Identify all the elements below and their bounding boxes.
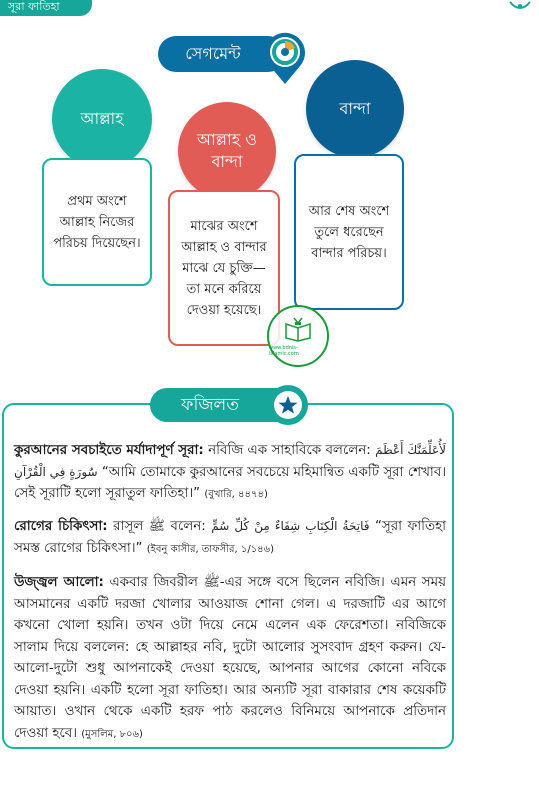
corner-ornament-icon (508, 0, 532, 14)
fojilot-paragraph-3 (14, 572, 446, 745)
card-last-text: আর শেষ অংশে তুলে ধরেছেন বান্দার পরিচয়। (308, 203, 390, 261)
paragraph-text: নবিজি এক সাহাবিকে বললেন: (208, 443, 371, 458)
card-first-text: প্রথম অংশে আল্লাহ নিজের পরিচয় দিয়েছেন। (53, 193, 141, 251)
star-badge-icon (266, 383, 310, 427)
watermark-stamp (267, 305, 329, 367)
reference-text: (বুখারি, ৪৪৭৪) (204, 489, 268, 500)
stamp-text: www.bdnis-islamic.com (269, 344, 299, 357)
fojilot-heading: ফজিলত (150, 388, 294, 422)
circle-allah (52, 69, 152, 169)
paragraph-text: রাসূল ﷺ বলেন: (113, 519, 206, 534)
segment-pin-icon (262, 30, 308, 86)
circle-allah-and-banda (178, 102, 276, 200)
paragraph-text: একবার জিবরীল ﷺ-এর সঙ্গে বসে ছিলেন নবিজি। এমন সময় আসমানের একটি দরজা খোলার আওয়াজ শোনা গেল। এ দরজাটি এর আগে কখনো খোলা হয়নি। তখন ওটা দিয়ে নেমে এলেন এক ফেরেশতা। নবিজিকে সালাম দিয়ে বললেন: হে আল্লাহর নবি, দুটো আলোর সুসংবাদ গ্রহণ করুন। যে-আলো-দুটো শুধু আপনাকেই দেওয়া হয়েছে, আপনার আগের কোনো নবিকে দেওয়া হয়নি। একটি হলো সূরা ফাতিহা। আর অন্যটি সূরা বাকারার শেষ কয়েকটি আয়াত। ওখান থেকে একটি হরফ পাঠ করলেও বিনিময়ে আপনাকে প্রতিদান দেওয়া হবে। (14, 575, 446, 741)
reference-text: (ইবনু কাসীর, তাফসীর, ১/১৪৬) (146, 543, 275, 555)
paragraph-heading: কুরআনের সবচাইতে মর্যাদাপূর্ণ সূরা: (14, 443, 204, 458)
circle-banda (306, 60, 404, 158)
segment-heading: সেগমেন্ট (158, 36, 286, 72)
arabic-quote: لَأُعَلِّمَنَّكَ أَعْظَمَ سُورَةٍ فِي الْقُرْآنِ (14, 443, 447, 479)
arabic-quote: فَاتِحَةُ الْكِتَابِ شِفَاءٌ مِنْ كُلِّ سُمٍّ (211, 519, 370, 533)
translation-text: “আমি তোমাকে কুরআনের সবচেয়ে মহিমান্বিত একটি সূরা শেখাব। সেই সূরাটি হলো সূরাতুল ফাতিহা।” (14, 464, 446, 501)
card-middle-text: মাঝের অংশে আল্লাহ ও বান্দার মাঝে যে চুক্তি—তা মনে করিয়ে দেওয়া হয়েছে। (181, 218, 267, 318)
segment-card-last (294, 154, 404, 310)
paragraph-heading: রোগের চিকিৎসা: (14, 519, 108, 534)
fojilot-paragraph-2 (14, 516, 446, 560)
segment-card-first (42, 158, 152, 286)
fojilot-paragraph-1 (14, 440, 446, 506)
circle-allah-label: আল্লাহ (80, 109, 124, 128)
circle-banda-label: বান্দা (339, 99, 371, 118)
book-icon (283, 316, 313, 342)
translation-text: “সূরা ফাতিহা সমস্ত রোগের চিকিৎসা।” (14, 519, 446, 556)
segment-card-middle (168, 190, 280, 346)
chapter-tab: সূরা ফাতিহা (0, 0, 92, 16)
paragraph-heading: উজ্জ্বল আলো: (14, 575, 104, 590)
circle-allah-banda-label: আল্লাহ ও বান্দা (197, 130, 257, 171)
reference-text: (মুসলিম, ৮০৬) (81, 728, 143, 740)
